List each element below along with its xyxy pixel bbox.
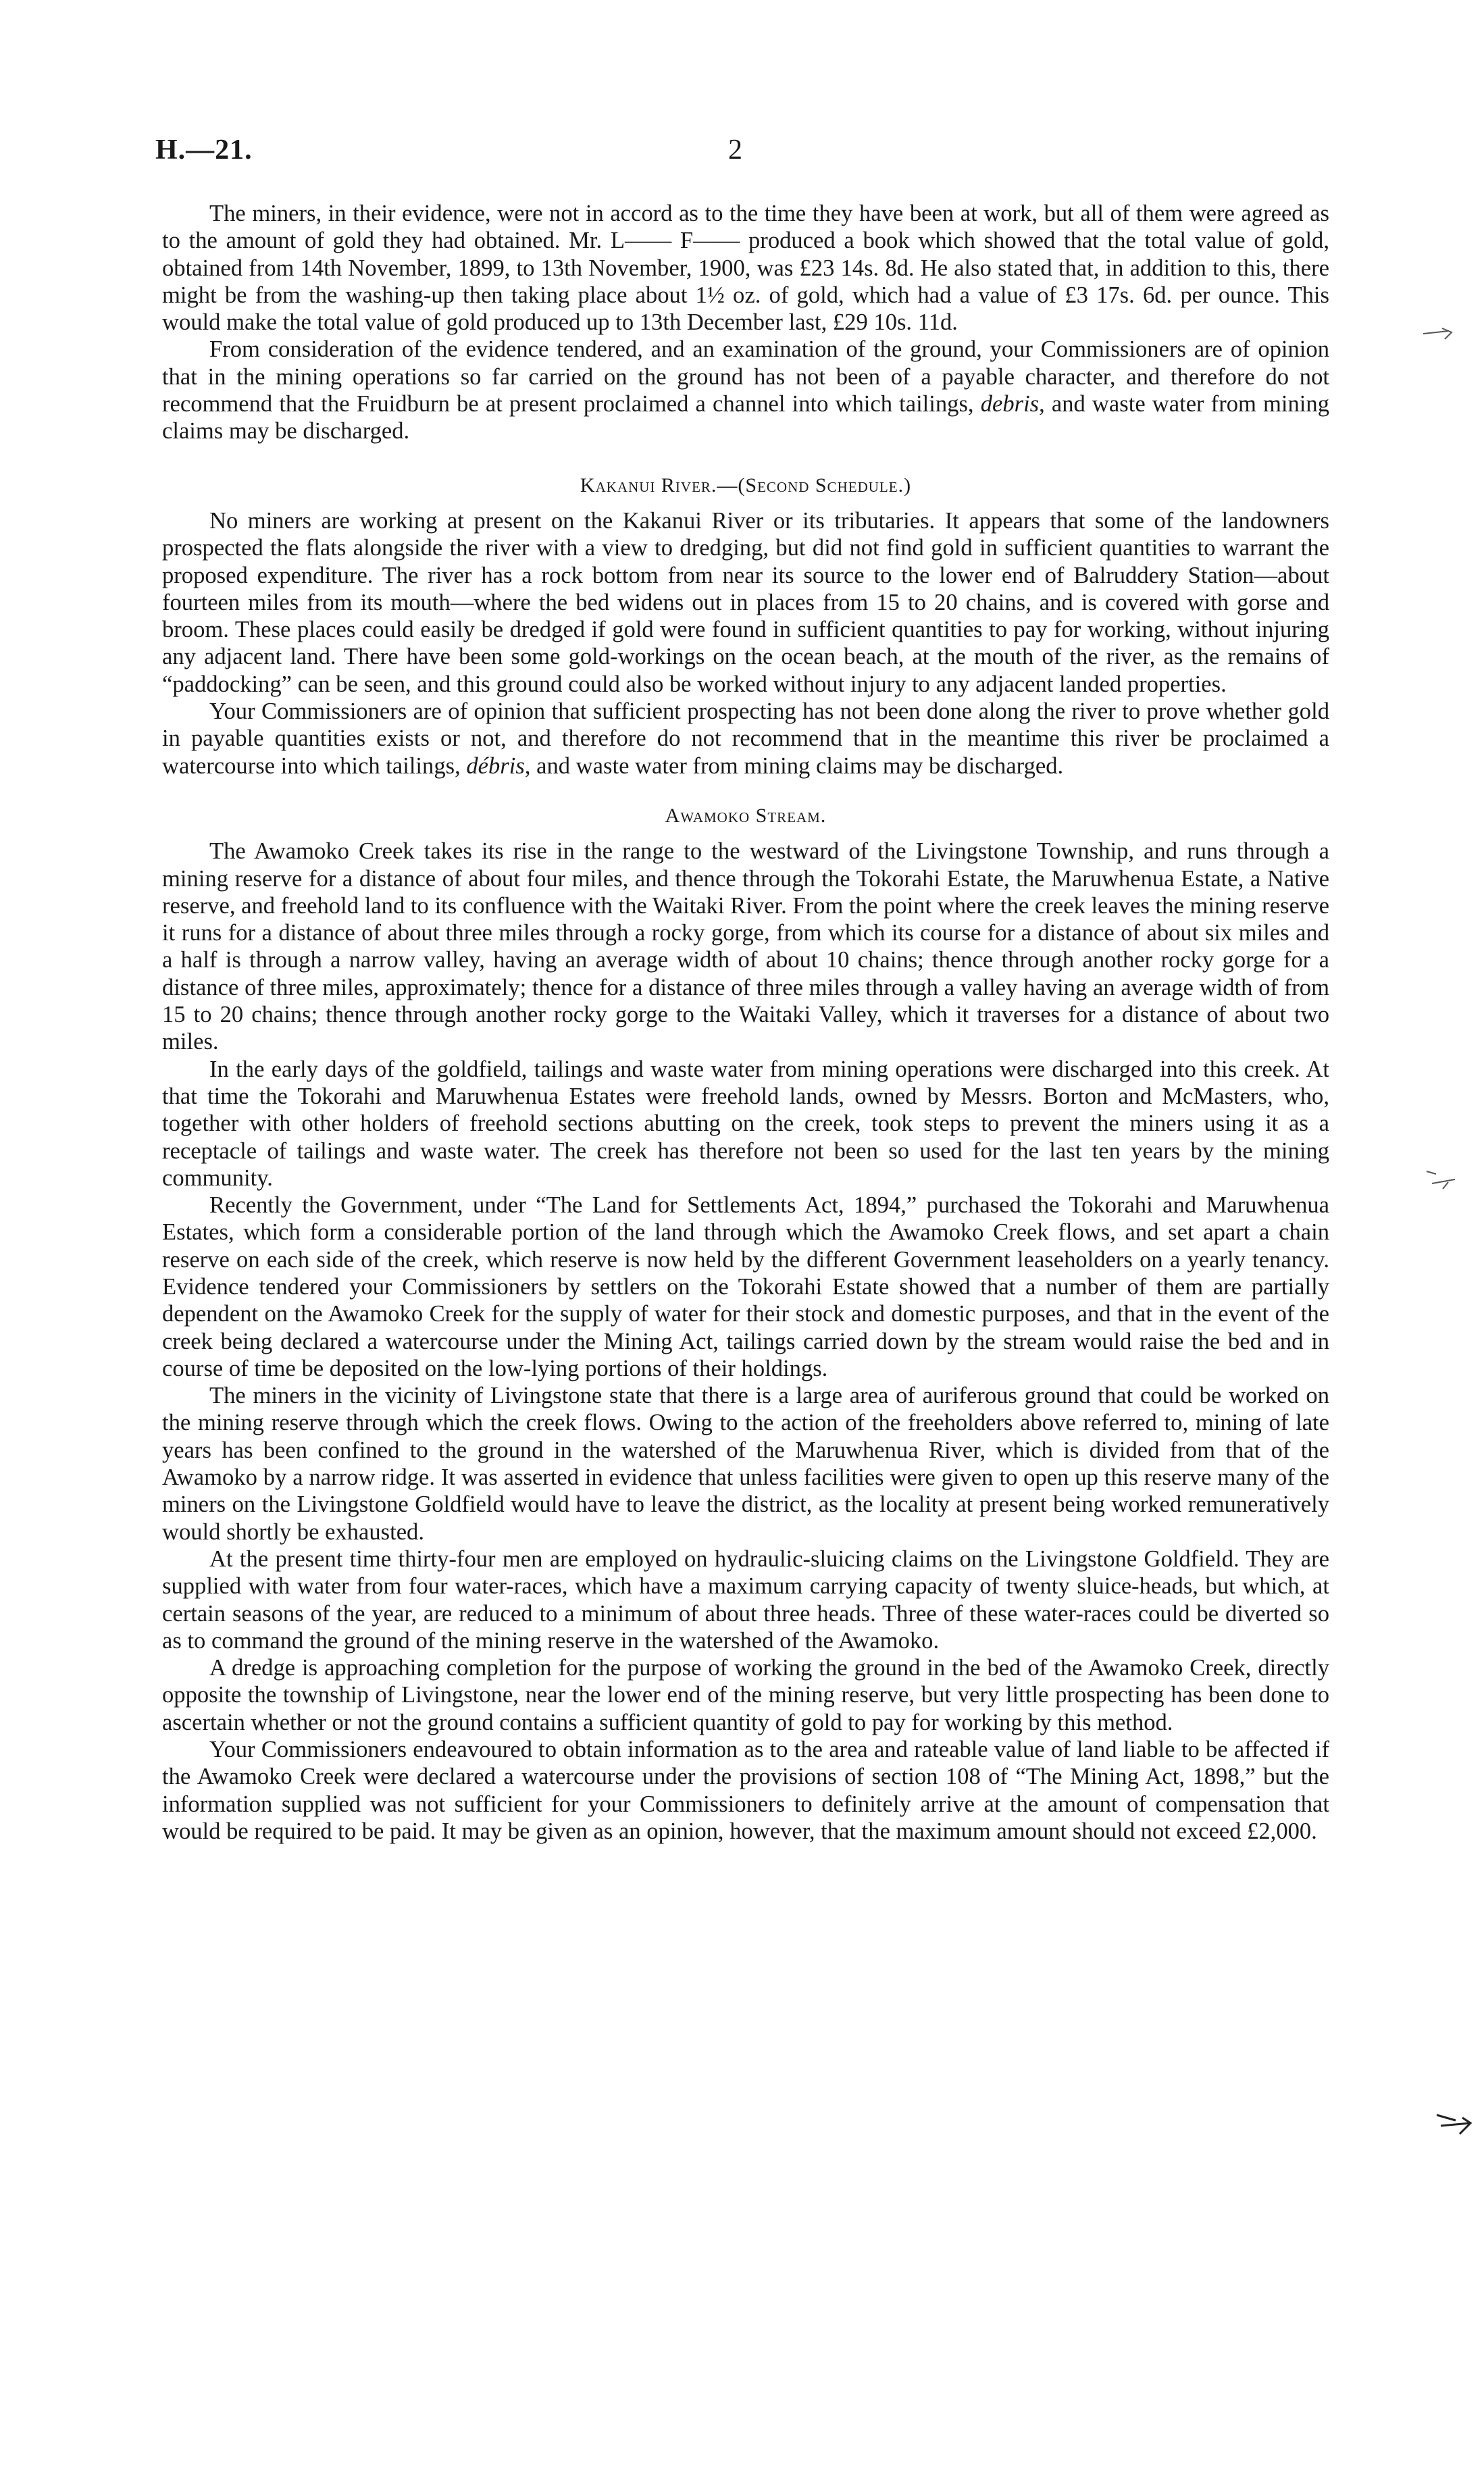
kakanui-paragraph-1: No miners are working at present on the Kakanui River or its tributaries. It appears that some of the landowners prospected the flats alongside the river with a view to dredging, but did not find gold in sufficient quantities to warrant the proposed expenditure. The river has a rock bottom from near its source to the lower end of Balruddery Station—about fourteen miles from its mouth—where the bed widens out in places from 15 to 20 chains, and is covered with gorse and broom. These places could easily be dredged if gold were found in sufficient quantities to pay for working, without injuring any adjacent land. There have been some gold-workings on the ocean beach, at the mouth of the river, as the remains of “paddocking” can be seen, and this ground could also be worked without injury to any adjacent landed properties. [162, 507, 1329, 697]
kakanui-p2-end: , and waste water from mining claims may be discharged. [524, 753, 1064, 779]
page-number: 2 [728, 134, 742, 165]
awamoko-heading: Awamoko Stream. [665, 804, 827, 827]
margin-mark-icon [1435, 2111, 1473, 2138]
fruidburn-section [162, 200, 1329, 445]
awamoko-paragraph: The Awamoko Creek takes its rise in the range to the westward of the Livingstone Township, and runs through a mining reserve for a distance of about four miles, and thence through the Tokorahi Estate, the Maruwhenua Estate, a Native reserve, and freehold land to its confluence with the Waitaki River. From the point where the creek leaves the mining reserve it runs for a distance of about three miles through a rocky gorge, from which its course for a distance of about six miles and a half is through a narrow valley, having an average width of about 10 chains; thence through another rocky gorge for a distance of three miles, approximately; thence for a distance of three miles through a valley having an average width of from 15 to 20 chains; thence through another rocky gorge to the Waitaki Valley, which it traverses for a distance of about two miles. [162, 838, 1329, 1055]
awamoko-paragraph: A dredge is approaching completion for the purpose of working the ground in the bed of the Awamoko Creek, directly opposite the township of Livingstone, near the lower end of the mining reserve, but very little prospecting has been done to ascertain whether or not the ground contains a sufficient quantity of gold to pay for working by this method. [162, 1655, 1329, 1735]
awamoko-paragraph: Your Commissioners endeavoured to obtain information as to the area and rateable value of land liable to be affected if the Awamoko Creek were declared a watercourse under the provisions of section 108 of “The Mining Act, 1898,” but the information supplied was not sufficient for your Commissioners to definitely arrive at the amount of compensation that would be required to be paid. It may be given as an opinion, however, that the maximum amount should not exceed £2,000. [162, 1737, 1329, 1844]
document-id: H.—21. [155, 134, 253, 165]
body-text [162, 200, 1329, 1845]
kakanui-p2-start: Your Commissioners are of opinion that sufficient prospecting has not been done along the river to prove whether gold in payable quantities exists or not, and therefore do not recommend that in the meantime this river be proclaimed a watercourse into which tailings, [162, 698, 1329, 779]
margin-mark-icon [1425, 1169, 1459, 1193]
margin-mark-icon [1422, 324, 1456, 345]
fruidburn-p2-end: , and waste water from mining claims may be discharged. [162, 391, 1329, 444]
awamoko-paragraph: At the present time thirty-four men are employed on hydraulic-sluicing claims on the Livingstone Goldfield. They are supplied with water from four water-races, which have a maximum carrying capacity of twenty sluice-heads, but which, at certain seasons of the year, are reduced to a minimum of about three heads. Three of these water-races could be diverted so as to command the ground of the mining reserve in the watershed of the Awamoko. [162, 1546, 1329, 1654]
fruidburn-p2-start: From consideration of the evidence tendered, and an examination of the ground, your Commissioners are of opinion that in the mining operations so far carried on the ground has not been of a payable character, and therefore do not recommend that the Fruidburn be at present proclaimed a channel into which tailings, [162, 336, 1329, 417]
kakanui-section [162, 472, 1329, 780]
page-header [155, 134, 1331, 174]
kakanui-p2-debris: débris [466, 753, 525, 779]
fruidburn-paragraph-2 [162, 336, 1329, 444]
kakanui-paragraph-2 [162, 698, 1329, 780]
awamoko-section [162, 802, 1329, 1845]
awamoko-paragraph: In the early days of the goldfield, tailings and waste water from mining operations were discharged into this creek. At that time the Tokorahi and Maruwhenua Estates were freehold lands, owned by Messrs. Borton and McMasters, who, together with other holders of freehold sections abutting on the creek, took steps to prevent the miners using it as a receptacle of tailings and waste water. The creek has therefore not been so used for the last ten years by the mining community. [162, 1056, 1329, 1191]
fruidburn-paragraph-1: The miners, in their evidence, were not in accord as to the time they have been at work, but all of them were agreed as to the amount of gold they had obtained. Mr. L—— F—— produced a book which showed that the total value of gold, obtained from 14th November, 1899, to 13th November, 1900, was £23 14s. 8d. He also stated that, in addition to this, there might be from the washing-up then taking place about 1½ oz. of gold, which had a value of £3 17s. 6d. per ounce. This would make the total value of gold produced up to 13th December last, £29 10s. 11d. [162, 201, 1329, 336]
awamoko-paragraph: Recently the Government, under “The Land for Settlements Act, 1894,” purchased the Tokorahi and Maruwhenua Estates, which form a considerable portion of the land through which the Awamoko Creek flows, and set apart a chain reserve on each side of the creek, which reserve is now held by the different Government leaseholders on a yearly tenancy. Evidence tendered your Commissioners by settlers on the Tokorahi Estate showed that a number of them are partially dependent on the Awamoko Creek for the supply of water for their stock and domestic purposes, and that in the event of the creek being declared a watercourse under the Mining Act, tailings carried down by the stream would raise the bed and in course of time be deposited on the low-lying portions of their holdings. [162, 1192, 1329, 1381]
awamoko-paragraph: The miners in the vicinity of Livingstone state that there is a large area of auriferous ground that could be worked on the mining reserve through which the creek flows. Owing to the action of the freeholders above referred to, mining of late years has been confined to the ground in the watershed of the Maruwhenua River, which is divided from that of the Awamoko by a narrow ridge. It was asserted in evidence that unless facilities were given to open up this reserve many of the miners on the Livingstone Goldfield would have to leave the district, as the locality at present being worked remuneratively would shortly be exhausted. [162, 1383, 1329, 1545]
kakanui-heading: Kakanui River.—(Second Schedule.) [580, 474, 912, 496]
fruidburn-p2-debris: debris [980, 391, 1040, 417]
